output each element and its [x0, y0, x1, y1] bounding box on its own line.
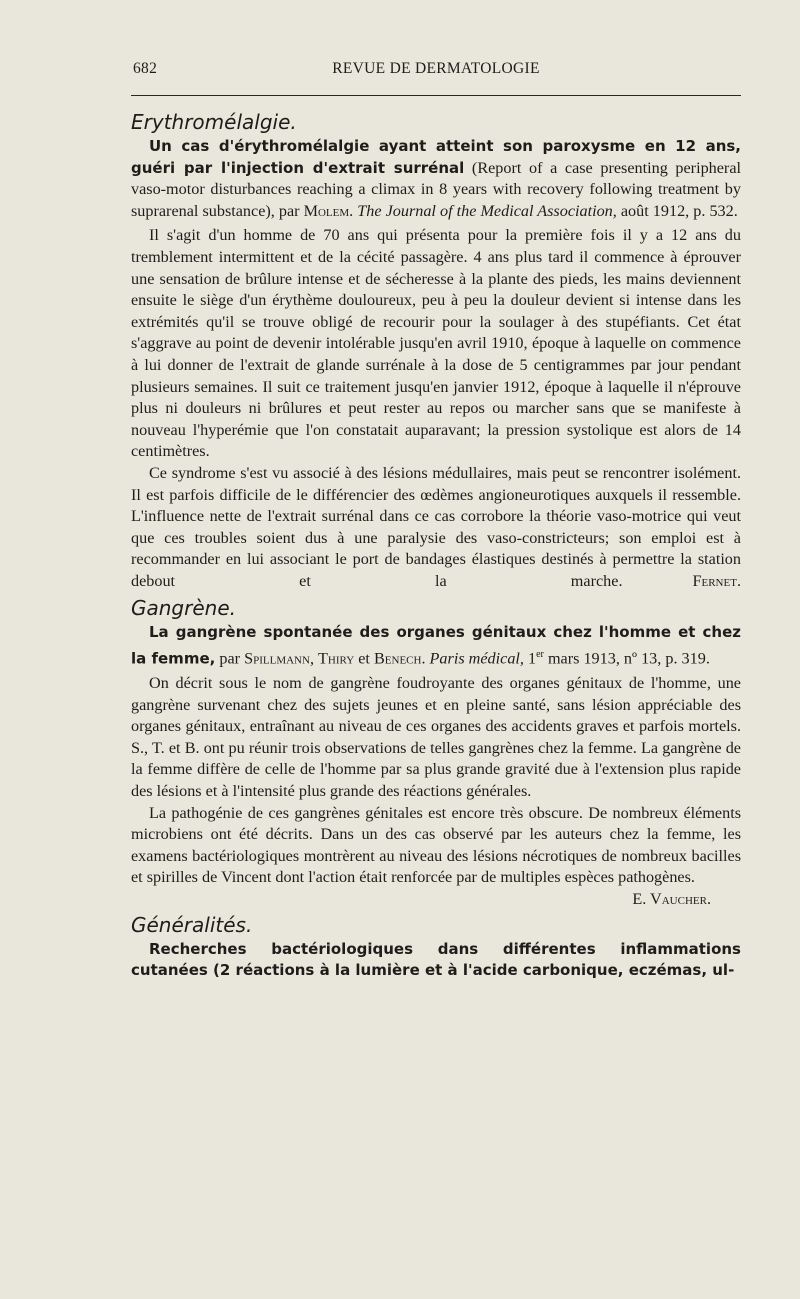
section-heading-generalites: Généralités.	[131, 912, 253, 937]
journal-name-2: Paris médical,	[429, 649, 524, 668]
signature-vaucher: E. Vaucher.	[632, 889, 711, 908]
page-number: 682	[133, 60, 158, 77]
author-molem: Molem	[303, 201, 350, 220]
article-citation-3	[131, 939, 741, 982]
author-thiry: Thiry	[318, 649, 355, 668]
signature-fernet: Fernet.	[692, 571, 741, 590]
citation-date-1: août 1912, p. 532.	[616, 201, 738, 220]
article-title-3: Recherches bactériologiques dans différentes inflammations cutanées (2 réactions à la lumière et à l'acide carbonique, eczémas, ul-	[131, 939, 741, 980]
author-benech: Benech	[373, 649, 422, 668]
article-body	[131, 108, 741, 982]
article-citation-2: La gangrène spontanée des organes génitaux chez l'homme et chez la femme, par Spillmann, Thiry et Benech. Paris médical, 1er mars 1913, nº 13, p. 319.	[131, 623, 741, 668]
paragraph-1-1: Il s'agit d'un homme de 70 ans qui présenta pour la première fois il y a 12 ans du tremblement intermittent et de la cécité passagère. 4 ans plus tard il commence à éprouver une sensation de brûlure intense et de sécheresse à la plante des pieds, les mains deviennent ensuite le siège d'un érythème douloureux, peu à peu la douleur devient si intense dans les extrémités qu'il se trouve obligé de recourir pour la soulager à des stupéfiants. Cet état s'aggrave au point de devenir intolérable jusqu'en avril 1910, époque à laquelle on commence à lui donner de l'extrait de glande surrénale à la dose de 5 centigrammes par jour pendant plusieurs semaines. Il suit ce traitement jusqu'en janvier 1912, époque à laquelle il n'éprouve plus ni douleurs ni brûlures et peut rester au repos ou marcher sans que se manifeste à nouveau l'hyperémie que l'on constatait auparavant; la pression systolique est alors de 14 centimètres.	[131, 226, 741, 461]
paragraph-2-2: La pathogénie de ces gangrènes génitales est encore très obscure. De nombreux éléments microbiens ont été décrits. Dans un des cas observé par les auteurs chez la femme, les examens bactériologiques montrèrent au niveau des lésions nécrotiques de nombreux bacilles et spirilles de Vincent dont l'action était renforcée par de multiples espèces pathogènes.	[131, 803, 741, 887]
section-heading-gangrene: Gangrène.	[131, 596, 236, 621]
running-head	[131, 60, 741, 84]
article-citation-1: Un cas d'érythromélalgie ayant atteint son paroxysme en 12 ans, guéri par l'injection d'extrait surrénal (Report of a case presenting peripheral vaso-motor disturbances reaching a climax in 8 years with recovery following treatment by suprarenal substance), par Molem. The Journal of the Medical Association, août 1912, p. 532.	[131, 137, 742, 220]
journal-name-1: The Journal of the Medical Association,	[357, 201, 617, 220]
citation-text-1: (Report of a case presenting peripheral vaso-motor disturbances reaching a climax in 8 years with recovery following treatment by suprarenal substance), par	[131, 158, 742, 220]
header-rule	[131, 95, 741, 96]
paragraph-1-2-text: Ce syndrome s'est vu associé à des lésions médullaires, mais peut se rencontrer isolément. Il est parfois difficile de le différencier des œdèmes angioneurotiques auxquels il ressemble. L'influence nette de l'extrait surrénal dans ce cas corrobore la théorie vaso-motrice qui veut que ces troubles soient dus à une paralysie des vaso-constricteurs; son emploi est à recommander en lui associant le port de bandages élastiques destinés à permettre la station debout et la marche.	[131, 463, 741, 590]
article-title-1: Un cas d'érythromélalgie ayant atteint son paroxysme en 12 ans, guéri par l'injection d'extrait surrénal	[131, 137, 741, 177]
paragraph-1-2	[131, 463, 741, 593]
author-spillmann: Spillmann	[244, 649, 310, 668]
paragraph-2-1: On décrit sous le nom de gangrène foudroyante des organes génitaux de l'homme, une gangrène survenant chez des sujets jeunes et en pleine santé, sans lésion appréciable des organes génitaux, entraînant au niveau de ces organes des accidents graves et parfois mortels. S., T. et B. ont pu réunir trois observations de telles gangrènes chez la femme. La gangrène de la femme diffère de celle de l'homme par sa plus grande gravité due à l'extension plus rapide des lésions et à l'intensité plus grande des réactions générales.	[131, 674, 741, 801]
citation-date-2: mars 1913, nº 13, p. 319.	[543, 649, 710, 668]
article-title-2: La gangrène spontanée des organes génitaux chez l'homme et chez la femme,	[131, 623, 741, 668]
section-heading-erythromelalgie: Erythromélalgie.	[131, 110, 297, 134]
journal-title: REVUE DE DERMATOLOGIE	[332, 60, 540, 77]
